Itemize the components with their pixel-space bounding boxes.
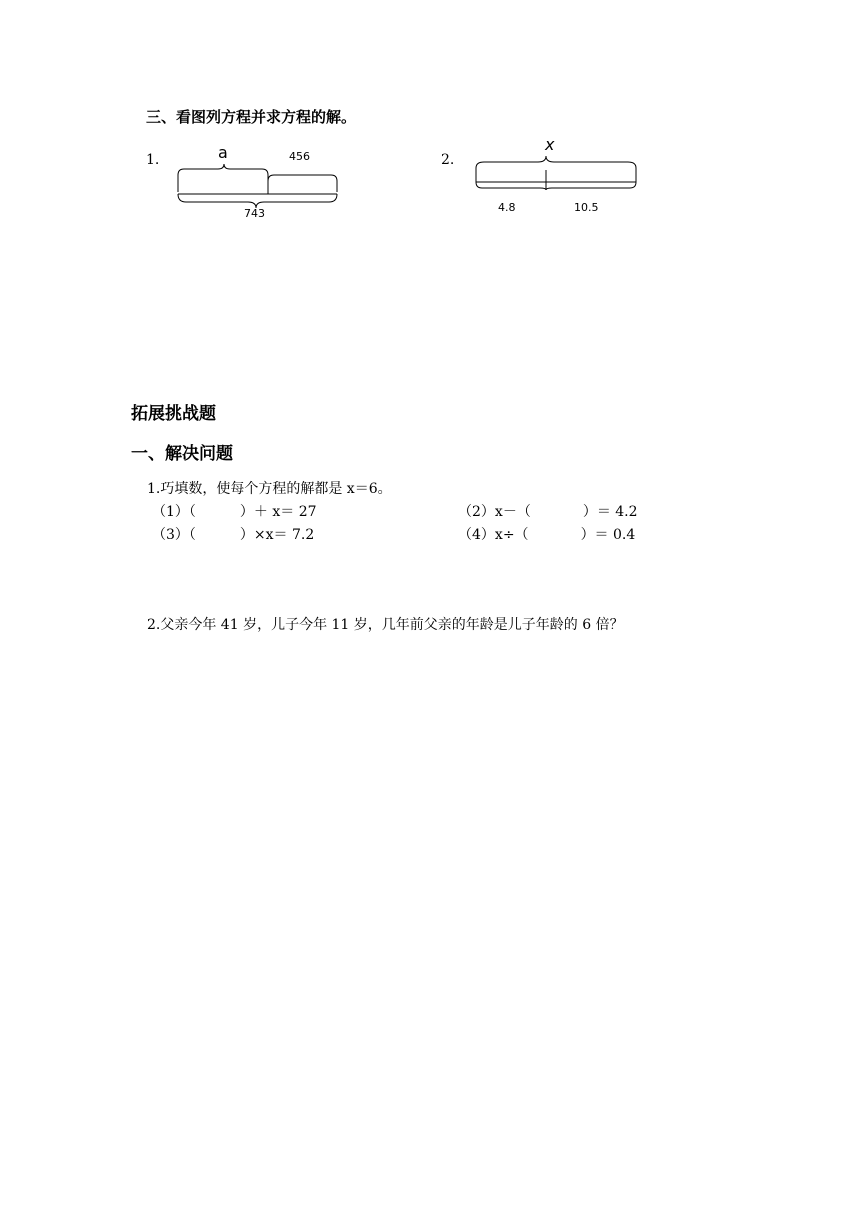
blank-open: （ [188, 527, 196, 543]
diagram-label-10-5: 10.5 [574, 201, 599, 214]
diagram-label-743: 743 [244, 207, 265, 220]
equation-4 [458, 524, 635, 544]
diagram-label-4-8: 4.8 [498, 201, 516, 214]
equation-1 [152, 501, 317, 521]
problem-number: 1. [146, 152, 160, 168]
blank-open: x÷（ [494, 527, 529, 543]
question-2-prompt: 2.父亲今年 41 岁，儿子今年 11 岁，几年前父亲的年龄是儿子年龄的 6 倍？ [147, 617, 624, 633]
blank-open: x－（ [494, 504, 531, 520]
diagram-label-a: a [218, 143, 228, 162]
equation-number: （3） [152, 527, 189, 543]
equation-3 [152, 524, 314, 544]
segment-diagram-2 [470, 154, 645, 194]
equation-number: （4） [458, 527, 495, 543]
question-1-prompt: 1.巧填数，使每个方程的解都是 x＝6。 [147, 481, 392, 497]
equation-number: （2） [458, 504, 495, 520]
equation-rest: ）＝ 0.4 [580, 527, 636, 543]
challenge-subheading: 一、解决问题 [131, 444, 233, 464]
equation-rest: ）×x＝ 7.2 [239, 527, 315, 543]
diagram-label-x: x [545, 135, 555, 154]
challenge-title: 拓展挑战题 [131, 404, 216, 424]
section-heading: 三、看图列方程并求方程的解。 [146, 108, 357, 126]
diagram-label-456: 456 [289, 150, 310, 163]
equation-rest: ）＋ x＝ 27 [239, 504, 317, 520]
equation-rest: ）＝ 4.2 [582, 504, 638, 520]
blank-open: （ [188, 504, 196, 520]
equation-2 [458, 501, 638, 521]
problem-number: 2. [441, 152, 455, 168]
equation-number: （1） [152, 504, 189, 520]
